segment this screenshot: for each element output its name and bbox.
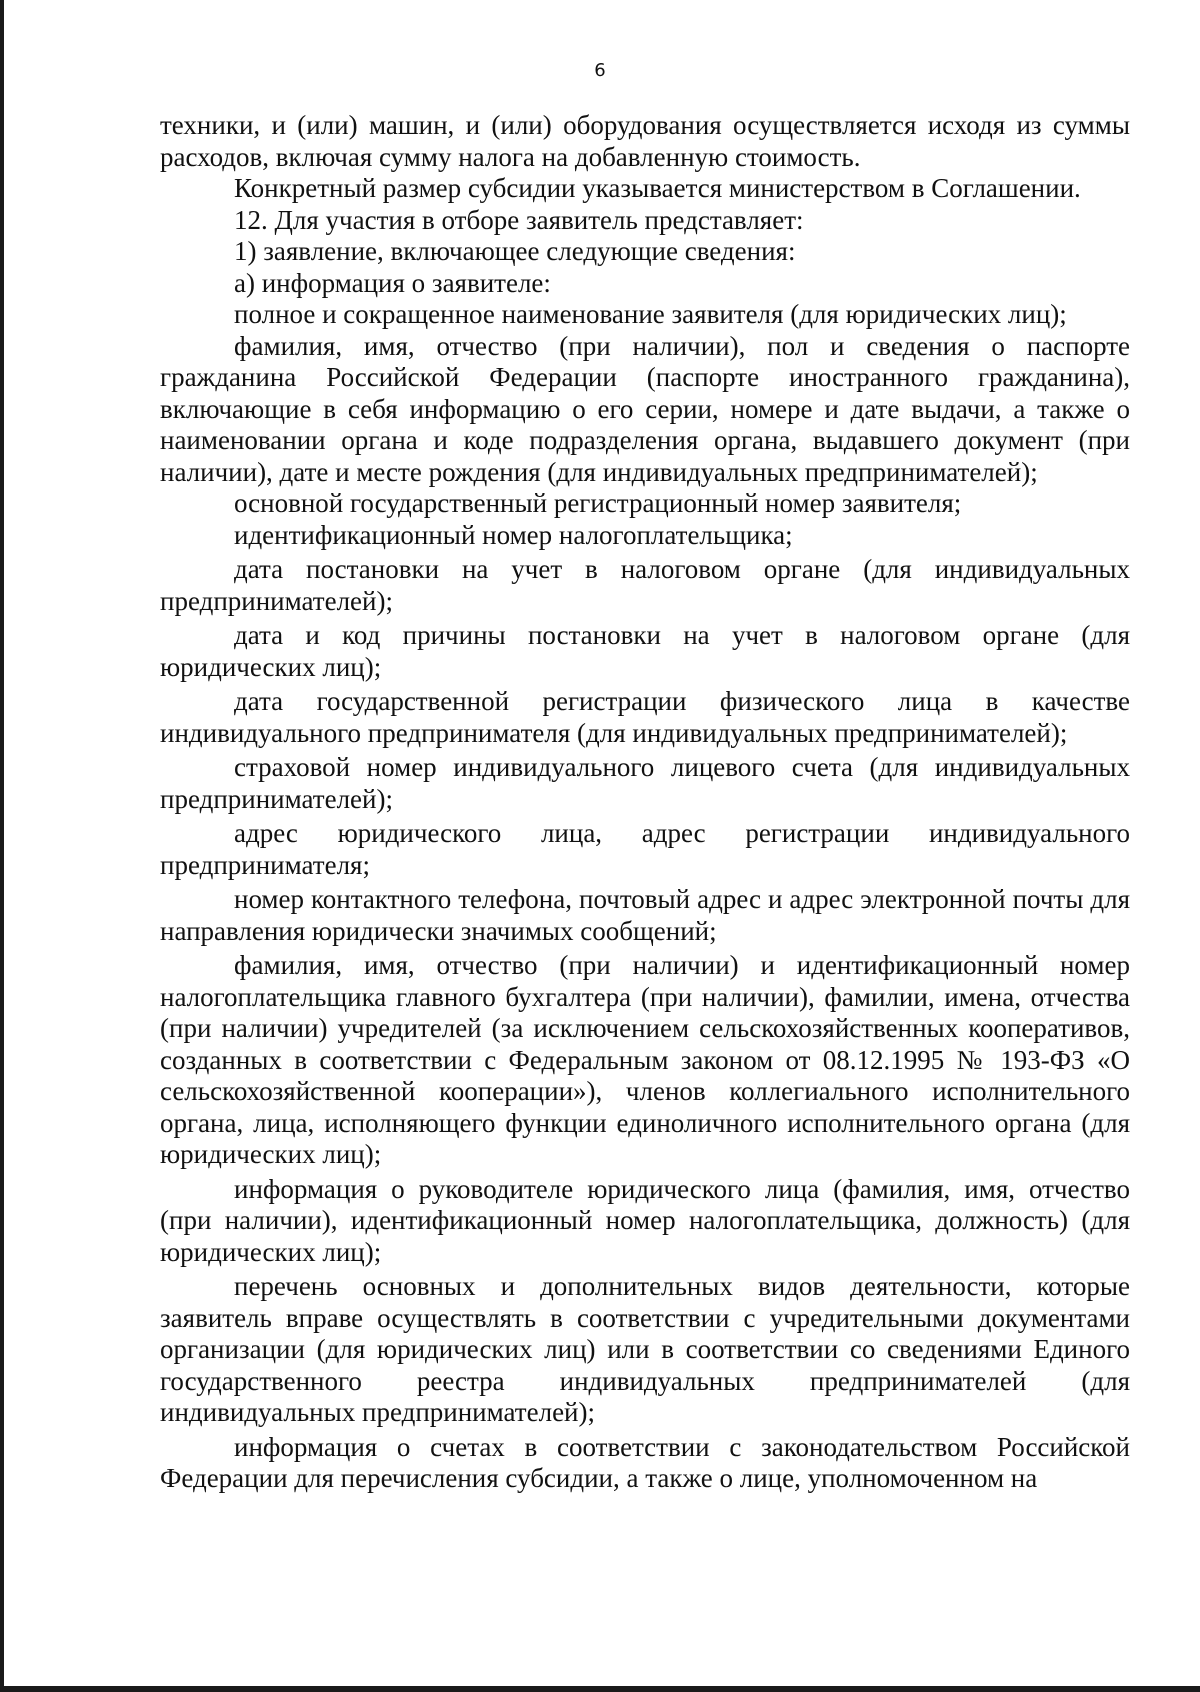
paragraph-continuation: техники, и (или) машин, и (или) оборудования осуществляется исходя из суммы расходов, включая сумму налога на добавленную стоимость. <box>160 110 1130 172</box>
paragraph: идентификационный номер налогоплательщика; <box>234 519 793 550</box>
paragraph: 12. Для участия в отборе заявитель представляет: <box>234 204 804 235</box>
paragraph: фамилия, имя, отчество (при наличии) и идентификационный номер налогоплательщика главного бухгалтера (при наличии), фамилии, имена, отчества (при наличии) учредителей (за исключением сельскохозяйственных кооперативов, созданных в соответствии с Федеральным законом от 08.12.1995 № 193-ФЗ «О сельскохозяйственной кооперации»), членов коллегиального исполнительного органа, лица, исполняющего функции единоличного исполнительного органа (для юридических лиц); <box>160 950 1130 1169</box>
paragraph: перечень основных и дополнительных видов деятельности, которые заявитель вправе осуществлять в соответствии с учредительными документами организации (для юридических лиц) или в соответствии со сведениями Единого государственного реестра индивидуальных предпринимателей (для индивидуальных предпринимателей); <box>160 1271 1130 1427</box>
paragraph: 1) заявление, включающее следующие сведения: <box>234 236 796 266</box>
document-body <box>160 110 1130 1495</box>
paragraph: полное и сокращенное наименование заявителя (для юридических лиц); <box>234 299 1067 329</box>
scan-edge-left <box>0 0 4 1692</box>
paragraph: адрес юридического лица, адрес регистрации индивидуального предпринимателя; <box>160 818 1130 880</box>
paragraph: номер контактного телефона, почтовый адрес и адрес электронной почты для направления юридически значимых сообщений; <box>160 884 1130 946</box>
paragraph: основной государственный регистрационный номер заявителя; <box>234 488 962 518</box>
scan-edge-bottom <box>0 1686 1200 1692</box>
paragraph: информация о руководителе юридического лица (фамилия, имя, отчество (при наличии), идентификационный номер налогоплательщика, должность) (для юридических лиц); <box>160 1173 1130 1267</box>
paragraph: информация о счетах в соответствии с законодательством Российской Федерации для перечисления субсидии, а также о лице, уполномоченном на <box>160 1431 1130 1493</box>
page-number: 6 <box>594 60 606 81</box>
paragraph: дата постановки на учет в налоговом органе (для индивидуальных предпринимателей); <box>160 554 1130 616</box>
paragraph: дата и код причины постановки на учет в налоговом органе (для юридических лиц); <box>160 620 1130 682</box>
paragraph: фамилия, имя, отчество (при наличии), пол и сведения о паспорте гражданина Российской Федерации (паспорте иностранного гражданина), включающие в себя информацию о его серии, номере и дате выдачи, а также о наименовании органа и коде подразделения органа, выдавшего документ (при наличии), дате и месте рождения (для индивидуальных предпринимателей); <box>160 330 1130 487</box>
paragraph: Конкретный размер субсидии указывается министерством в Соглашении. <box>234 173 1081 203</box>
paragraph: дата государственной регистрации физического лица в качестве индивидуального предпринимателя (для индивидуальных предпринимателей); <box>160 686 1130 748</box>
paragraph: а) информация о заявителе: <box>234 267 551 298</box>
paragraph: страховой номер индивидуального лицевого счета (для индивидуальных предпринимателей); <box>160 752 1130 814</box>
